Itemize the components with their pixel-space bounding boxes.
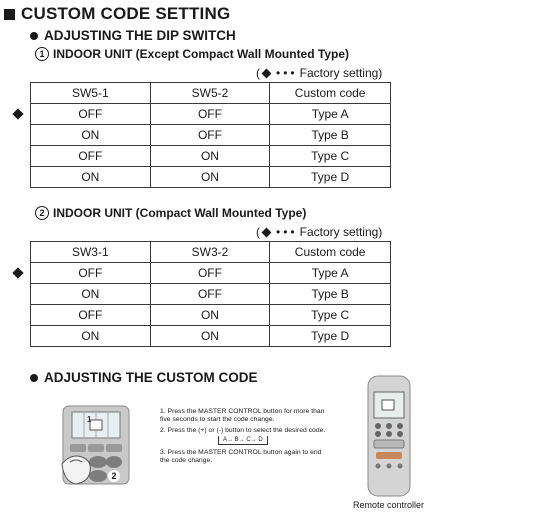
- table-cell: OFF: [31, 305, 151, 326]
- step-1: 1. Press the MASTER CONTROL button for more than five seconds to start the code change.: [160, 408, 325, 423]
- column-header: SW5-2: [150, 83, 270, 104]
- code-sequence-diagram: A→ B→ C→ D: [218, 436, 330, 445]
- column-header: SW5-1: [31, 83, 151, 104]
- dip-table-unit2: [30, 241, 391, 347]
- remote-controller-illustration: [366, 374, 412, 498]
- factory-setting-marker-icon: [12, 267, 23, 278]
- remote-caption: Remote controller: [353, 500, 425, 510]
- table-cell: OFF: [150, 263, 270, 284]
- remote-controller-svg: [366, 374, 412, 498]
- diamond-icon: [262, 227, 272, 237]
- table-cell: Type C: [270, 305, 391, 326]
- dip-table-unit1: [30, 82, 391, 188]
- table-cell: ON: [150, 146, 270, 167]
- table-cell: ON: [150, 167, 270, 188]
- table-cell: Type A: [270, 104, 391, 125]
- table-cell: OFF: [150, 125, 270, 146]
- table-cell: OFF: [150, 104, 270, 125]
- unit2-title: 2 INDOOR UNIT (Compact Wall Mounted Type): [35, 206, 306, 220]
- circled-number: 2: [35, 206, 49, 220]
- remote-closeup-svg: [60, 404, 132, 486]
- custom-code-heading: ADJUSTING THE CUSTOM CODE: [30, 370, 258, 385]
- table-cell: Type D: [270, 326, 391, 347]
- step-2: 2. Press the (+) or (-) button to select the desired code.: [160, 427, 326, 434]
- table-header-row: [31, 83, 391, 104]
- table-cell: OFF: [31, 146, 151, 167]
- table-cell: Type B: [270, 284, 391, 305]
- table-cell: ON: [31, 326, 151, 347]
- table-cell: OFF: [31, 263, 151, 284]
- table-cell: ON: [150, 326, 270, 347]
- factory-setting-marker-icon: [12, 108, 23, 119]
- table-cell: OFF: [150, 284, 270, 305]
- table-cell: ON: [31, 284, 151, 305]
- circled-number: 1: [35, 47, 49, 61]
- table-cell: ON: [31, 167, 151, 188]
- table-row: [31, 104, 391, 125]
- table-row: [31, 263, 391, 284]
- table-header-row: [31, 242, 391, 263]
- table-row: [31, 167, 391, 188]
- table-cell: ON: [31, 125, 151, 146]
- table-cell: OFF: [31, 104, 151, 125]
- instruction-steps: [160, 408, 330, 468]
- step-3: 3. Press the MASTER CONTROL button again to end the code change.: [160, 449, 322, 464]
- factory-setting-legend: ( ••• Factory setting): [256, 225, 383, 239]
- table-row: [31, 125, 391, 146]
- column-header: Custom code: [270, 83, 391, 104]
- callout-number: 1: [87, 415, 92, 424]
- table-cell: Type B: [270, 125, 391, 146]
- table-row: [31, 284, 391, 305]
- callout-number: 2: [108, 470, 120, 482]
- table-cell: Type A: [270, 263, 391, 284]
- square-bullet-icon: [4, 9, 15, 20]
- bullet-icon: [30, 374, 38, 382]
- diamond-icon: [262, 68, 272, 78]
- remote-closeup-illustration: [60, 404, 132, 486]
- page-title: CUSTOM CODE SETTING: [4, 4, 230, 24]
- column-header: SW3-1: [31, 242, 151, 263]
- factory-setting-legend: ( ••• Factory setting): [256, 66, 383, 80]
- table-row: [31, 305, 391, 326]
- table-row: [31, 146, 391, 167]
- table-row: [31, 326, 391, 347]
- column-header: Custom code: [270, 242, 391, 263]
- bullet-icon: [30, 32, 38, 40]
- dip-switch-heading: ADJUSTING THE DIP SWITCH: [30, 28, 236, 43]
- unit1-title: 1 INDOOR UNIT (Except Compact Wall Mounted Type): [35, 47, 349, 61]
- table-cell: Type D: [270, 167, 391, 188]
- column-header: SW3-2: [150, 242, 270, 263]
- table-cell: ON: [150, 305, 270, 326]
- table-cell: Type C: [270, 146, 391, 167]
